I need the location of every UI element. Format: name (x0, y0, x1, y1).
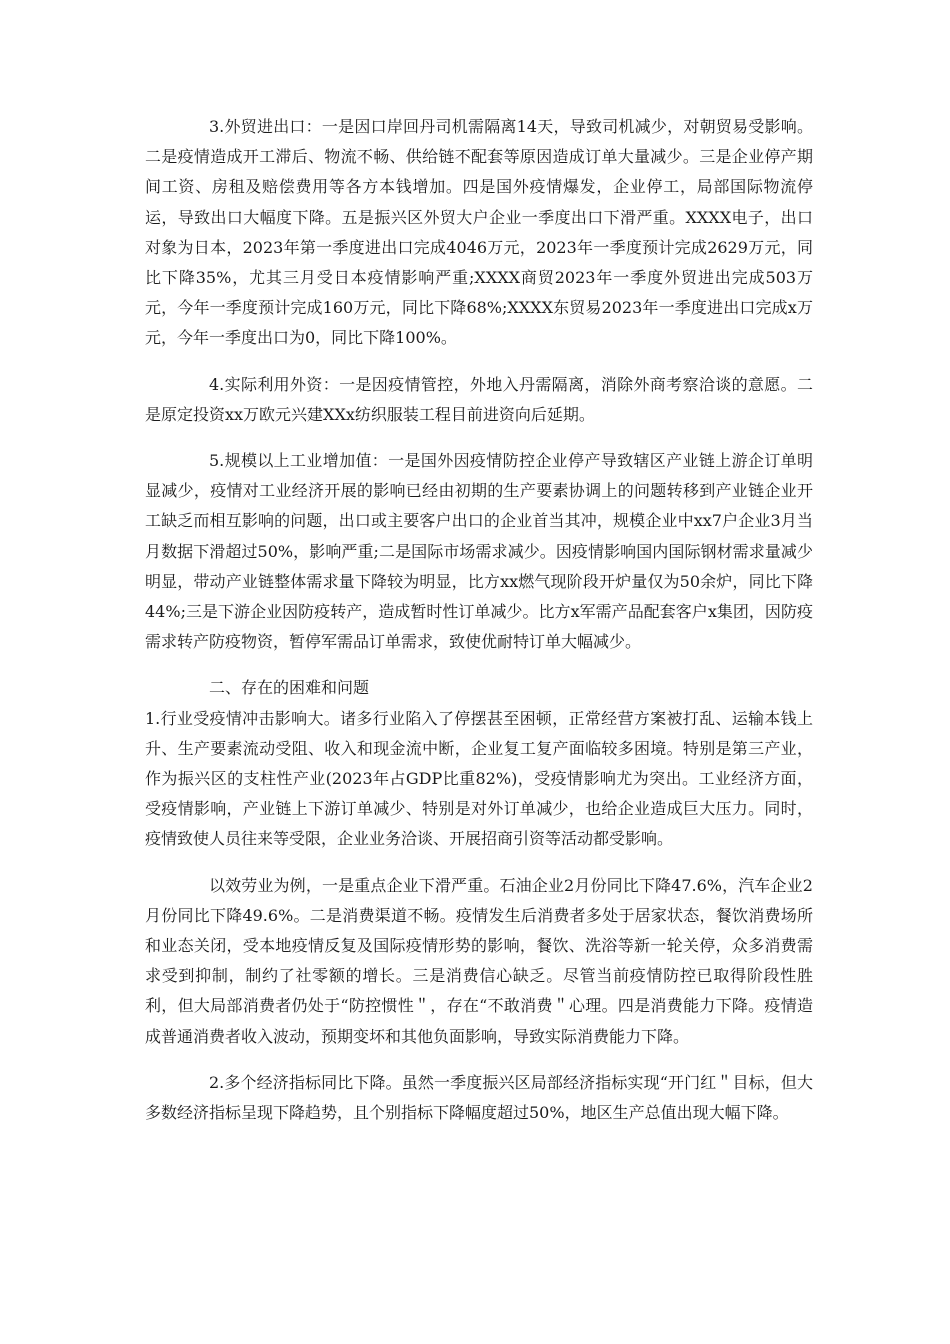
document-body (145, 112, 813, 1128)
paragraph-foreign-trade: 3.外贸进出口：一是因口岸回丹司机需隔离14天，导致司机减少，对朝贸易受影响。二是疫情造成开工滞后、物流不畅、供给链不配套等原因造成订单大量减少。三是企业停产期间工资、房租及赔偿费用等各方本钱增加。四是国外疫情爆发，企业停工，局部国际物流停运，导致出口大幅度下降。五是振兴区外贸大户企业一季度出口下滑严重。XXXX电子，出口对象为日本，2023年第一季度进出口完成4046万元，2023年一季度预计完成2629万元，同比下降35%，尤其三月受日本疫情影响严重;XXXX商贸2023年一季度外贸进出完成503万元，今年一季度预计完成160万元，同比下降68%;XXXX东贸易2023年一季度进出口完成x万元，今年一季度出口为0，同比下降100%。 (145, 117, 813, 348)
paragraph-industry-impact: 1.行业受疫情冲击影响大。诸多行业陷入了停摆甚至困顿，正常经营方案被打乱、运输本钱上升、生产要素流动受阻、收入和现金流中断，企业复工复产面临较多困境。特别是第三产业，作为振兴区的支柱性产业(2023年占GDP比重82%)，受疫情影响尤为突出。工业经济方面，受疫情影响，产业链上下游订单减少、特别是对外订单减少，也给企业造成巨大压力。同时，疫情致使人员往来等受限，企业业务洽谈、开展招商引资等活动都受影响。 (145, 708, 813, 849)
paragraph-foreign-investment: 4.实际利用外资：一是因疫情管控，外地入丹需隔离，消除外商考察洽谈的意愿。二是原定投资xx万欧元兴建XXx纺织服装工程目前进资向后延期。 (145, 374, 813, 424)
paragraph-industrial-value: 5.规模以上工业增加值：一是国外因疫情防控企业停产导致辖区产业链上游企订单明显减少，疫情对工业经济开展的影响已经由初期的生产要素协调上的问题转移到产业链企业开工缺乏而相互影响的问题，出口或主要客户出口的企业首当其冲，规模企业中xx7户企业3月当月数据下滑超过50%，影响严重;二是国际市场需求减少。因疫情影响国内国际钢材需求量减少明显，带动产业链整体需求量下降较为明显，比方xx燃气现阶段开炉量仅为50余炉，同比下降44%;三是下游企业因防疫转产，造成暂时性订单减少。比方x军需产品配套客户x集团，因防疫需求转产防疫物资，暂停军需品订单需求，致使优耐特订单大幅减少。 (145, 451, 813, 652)
paragraph-service-industry: 以效劳业为例，一是重点企业下滑严重。石油企业2月份同比下降47.6%，汽车企业2月份同比下降49.6%。二是消费渠道不畅。疫情发生后消费者多处于居家状态，餐饮消费场所和业态关闭，受本地疫情反复及国际疫情形势的影响，餐饮、洗浴等新一轮关停，众多消费需求受到抑制，制约了社零额的增长。三是消费信心缺乏。尽管当前疫情防控已取得阶段性胜利，但大局部消费者仍处于“防控惯性＂，存在“不敢消费＂心理。四是消费能力下降。疫情造成普通消费者收入波动，预期变坏和其他负面影响，导致实际消费能力下降。 (145, 875, 813, 1046)
paragraph-economic-indicators: 2.多个经济指标同比下降。虽然一季度振兴区局部经济指标实现“开门红＂目标，但大多数经济指标呈现下降趋势，且个别指标下降幅度超过50%，地区生产总值出现大幅下降。 (145, 1072, 813, 1123)
section-heading: 二、存在的困难和问题 (209, 678, 370, 698)
